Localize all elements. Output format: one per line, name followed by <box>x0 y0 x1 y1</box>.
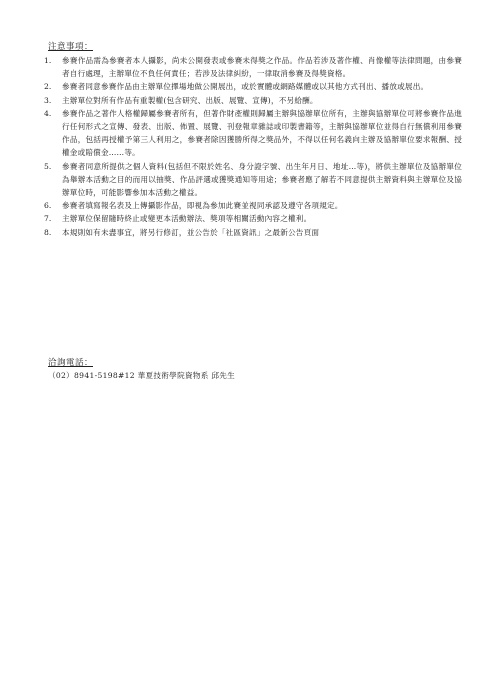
note-text: 參賽作品之著作人格權歸屬參賽者所有，但著作財產權則歸屬主辦與協辦單位所有，主辦與協辦單位可將參賽作品進行任何形式之宣傳、發表、出版、佈置、展覽、刊登報章雜誌或印製書籍等，主辦與協辦單位並得自行無償利用參賽作品，包括再授權予第三人利用之，參賽者除因獲勝所得之獎品外，不得以任何名義向主辦及協辦單位要求報酬、授權金或賠償金……等。 <box>62 108 462 158</box>
note-item <box>44 54 462 80</box>
contact-label: 洽詢電話： <box>48 358 94 368</box>
note-item <box>44 107 462 160</box>
note-text: 本規則如有未盡事宜，將另行修訂，並公告於「社區資訊」之最新公告頁面 <box>62 227 320 237</box>
note-number: 6. <box>44 201 52 211</box>
note-number: 1. <box>44 56 52 65</box>
note-number: 5. <box>44 161 52 171</box>
note-number: 8. <box>44 227 52 237</box>
notes-list <box>44 54 462 239</box>
notes-heading: 注意事項： <box>48 42 94 52</box>
note-text: 參賽作品需為參賽者本人攝影，尚未公開發表或參賽未得獎之作品。作品若涉及著作權、肖像權等法律問題，由參賽者自行處理，主辦單位不負任何責任；若涉及法律糾紛，一律取消參賽及得獎資格。 <box>62 56 462 79</box>
contact-info: （02）8941-5198#12 華夏技術學院資物系 邱先生 <box>48 371 236 380</box>
note-number: 7. <box>44 214 52 224</box>
note-item <box>44 160 462 200</box>
note-item <box>44 94 462 107</box>
note-number: 2. <box>44 82 52 92</box>
note-item <box>44 212 462 225</box>
note-text: 主辦單位對所有作品有重製權(包含研究、出版、展覽、宣傳)，不另給酬。 <box>62 95 318 105</box>
note-text: 參賽者同意參賽作品由主辦單位擇場地做公開展出，或於實體或網路媒體或以其他方式刊出、播放或展出。 <box>62 82 429 92</box>
note-item <box>44 199 462 212</box>
note-text: 參賽者同意所提供之個人資料(包括但不限於姓名、身分證字號、出生年月日、地址…等)，將供主辦單位及協辦單位為舉辦本活動之目的而用以抽獎、作品評選或獲獎通知等用途；參賽者應了解若不同意提供主辦資料與主辦單位及協辦單位時，可能影響參加本活動之權益。 <box>62 161 462 198</box>
note-number: 3. <box>44 95 52 105</box>
note-text: 參賽者填寫報名表及上傳攝影作品，即視為參加此賽並視同承認及遵守各項規定。 <box>62 201 343 211</box>
note-item <box>44 80 462 93</box>
note-item <box>44 226 462 239</box>
note-text: 主辦單位保留隨時終止或變更本活動辦法、獎項等相關活動內容之權利。 <box>62 214 312 224</box>
note-number: 4. <box>44 108 52 118</box>
